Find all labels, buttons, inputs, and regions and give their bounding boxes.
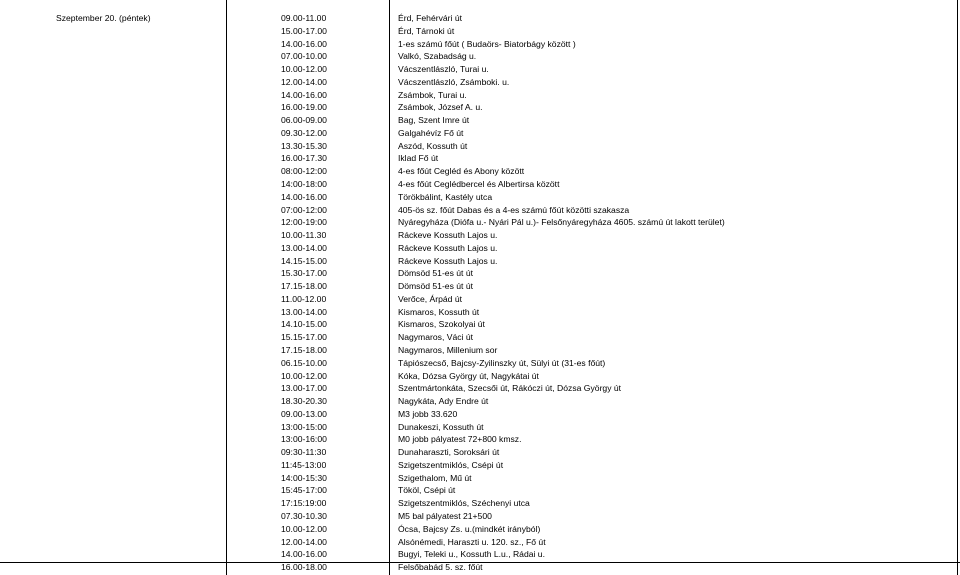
location-cell: Aszód, Kossuth út xyxy=(398,140,468,151)
time-cell: 18.30-20.30 xyxy=(281,396,327,407)
time-cell: 06.15-10.00 xyxy=(281,357,327,368)
time-cell: 15:45-17:00 xyxy=(281,485,327,496)
time-cell: 17.15-18.00 xyxy=(281,345,327,356)
location-cell: Vácszentlászló, Zsámboki. u. xyxy=(398,76,510,87)
time-cell: 15.30-17.00 xyxy=(281,268,327,279)
time-cell: 14.00-16.00 xyxy=(281,38,327,49)
time-cell: 10.00-12.00 xyxy=(281,64,327,75)
time-cell: 12.00-14.00 xyxy=(281,536,327,547)
time-cell: 14.00-16.00 xyxy=(281,549,327,560)
time-cell: 06.00-09.00 xyxy=(281,115,327,126)
location-cell: Verőce, Árpád út xyxy=(398,293,463,304)
location-cell: Dömsöd 51-es út út xyxy=(398,268,473,279)
location-cell: Szigethalom, Mű út xyxy=(398,472,472,483)
time-cell: 14:00-15:30 xyxy=(281,472,327,483)
time-cell: 09.00-11.00 xyxy=(281,13,327,23)
location-cell: Tököl, Csépi út xyxy=(398,485,456,496)
time-cell: 17:15:19:00 xyxy=(281,498,327,509)
column-divider xyxy=(389,0,390,575)
time-cell: 07:00-12:00 xyxy=(281,204,327,215)
time-cell: 16.00-17.30 xyxy=(281,153,327,164)
location-cell: 405-ös sz. főút Dabas és a 4-es számú főút közötti szakasza xyxy=(398,204,630,215)
location-cell: Felsőbabád 5. sz. főút xyxy=(398,562,483,573)
time-cell: 08:00-12:00 xyxy=(281,166,327,177)
location-cell: Dunaharaszti, Soroksári út xyxy=(398,447,500,458)
location-cell: Ráckeve Kossuth Lajos u. xyxy=(398,230,498,241)
time-cell: 11:45-13:00 xyxy=(281,459,327,470)
location-cell: Törökbálint, Kastély utca xyxy=(398,191,493,202)
time-cell: 10.00-12.00 xyxy=(281,523,327,534)
location-cell: 1-es számú főút ( Budaörs- Biatorbágy között ) xyxy=(398,38,576,49)
location-cell: Ráckeve Kossuth Lajos u. xyxy=(398,255,498,266)
time-cell: 13.00-14.00 xyxy=(281,242,327,253)
location-cell: 4-es főút Ceglédbercel és Albertirsa között xyxy=(398,179,560,189)
location-cell: Valkó, Szabadság u. xyxy=(398,51,477,62)
time-cell: 14.00-16.00 xyxy=(281,89,327,100)
location-cell: M3 jobb 33.620 xyxy=(398,408,458,419)
location-cell: Érd, Fehérvári út xyxy=(398,13,462,23)
time-cell: 15.15-17.00 xyxy=(281,332,327,343)
location-cell: Ócsa, Bajcsy Zs. u.(mindkét irányból) xyxy=(398,523,541,534)
date-cell: Szeptember 20. (péntek) xyxy=(56,13,151,23)
location-cell: Szentmártonkáta, Szecsői út, Rákóczi út, Dózsa György út xyxy=(398,383,622,394)
location-cell: Alsónémedi, Haraszti u. 120. sz., Fő út xyxy=(398,536,546,547)
time-cell: 14.15-15.00 xyxy=(281,255,327,266)
time-cell: 07.00-10.00 xyxy=(281,51,327,62)
time-cell: 13.00-17.00 xyxy=(281,383,327,394)
time-cell: 16.00-19.00 xyxy=(281,102,327,113)
time-cell: 10.00-11.30 xyxy=(281,230,327,241)
time-cell: 12.00-14.00 xyxy=(281,76,327,87)
time-cell: 14.10-15.00 xyxy=(281,319,327,330)
location-cell: Érd, Tárnoki út xyxy=(398,25,455,36)
time-cell: 11.00-12.00 xyxy=(281,293,327,304)
location-cell: Ráckeve Kossuth Lajos u. xyxy=(398,242,498,253)
column-divider xyxy=(226,0,227,575)
location-cell: Bag, Szent Imre út xyxy=(398,115,470,126)
location-cell: Nagykáta, Ady Endre út xyxy=(398,396,489,407)
time-cell: 14.00-16.00 xyxy=(281,191,327,202)
location-cell: Nagymaros, Váci út xyxy=(398,332,473,343)
time-cell: 13:00-15:00 xyxy=(281,421,327,432)
location-cell: Kismaros, Szokolyai út xyxy=(398,319,485,330)
time-cell: 09.30-12.00 xyxy=(281,127,327,138)
time-cell: 13.00-14.00 xyxy=(281,306,327,317)
time-cell: 13:00-16:00 xyxy=(281,434,327,445)
location-cell: Tápiószecső, Bajcsy-Zyilinszky út, Sülyi út (31-es főút) xyxy=(398,357,606,368)
time-cell: 10.00-12.00 xyxy=(281,370,327,381)
column-divider xyxy=(957,0,958,575)
time-cell: 13.30-15.30 xyxy=(281,140,327,151)
time-cell: 09:30-11:30 xyxy=(281,447,327,458)
time-cell: 16.00-18.00 xyxy=(281,562,327,573)
time-cell: 14:00-18:00 xyxy=(281,179,327,189)
location-cell: Dunakeszi, Kossuth út xyxy=(398,421,484,432)
location-cell: M5 bal pályatest 21+500 xyxy=(398,511,492,522)
location-cell: Nagymaros, Millenium sor xyxy=(398,345,498,356)
location-cell: Galgahévíz Fő út xyxy=(398,127,464,138)
location-cell: Szigetszentmiklós, Széchenyi utca xyxy=(398,498,530,509)
location-cell: 4-es főút Cegléd és Abony között xyxy=(398,166,525,177)
location-cell: Vácszentlászló, Turai u. xyxy=(398,64,489,75)
location-cell: M0 jobb pályatest 72+800 kmsz. xyxy=(398,434,522,445)
location-cell: Zsámbok, Turai u. xyxy=(398,89,467,100)
location-cell: Bugyi, Teleki u., Kossuth L.u., Rádai u. xyxy=(398,549,545,560)
location-cell: Kismaros, Kossuth út xyxy=(398,306,480,317)
location-cell: Zsámbok, József A. u. xyxy=(398,102,483,113)
location-cell: Nyáregyháza (Diófa u.- Nyári Pál u.)- Felsőnyáregyháza 4605. számú út lakott terület) xyxy=(398,217,725,228)
location-cell: Dömsöd 51-es út út xyxy=(398,281,473,292)
location-cell: Kóka, Dózsa György út, Nagykátai út xyxy=(398,370,539,381)
time-cell: 15.00-17.00 xyxy=(281,25,327,36)
time-cell: 12:00-19:00 xyxy=(281,217,327,228)
time-cell: 17.15-18.00 xyxy=(281,281,327,292)
location-cell: Szigetszentmiklós, Csépi út xyxy=(398,459,504,470)
time-cell: 07.30-10.30 xyxy=(281,511,327,522)
time-cell: 09.00-13.00 xyxy=(281,408,327,419)
location-cell: Iklad Fő út xyxy=(398,153,439,164)
